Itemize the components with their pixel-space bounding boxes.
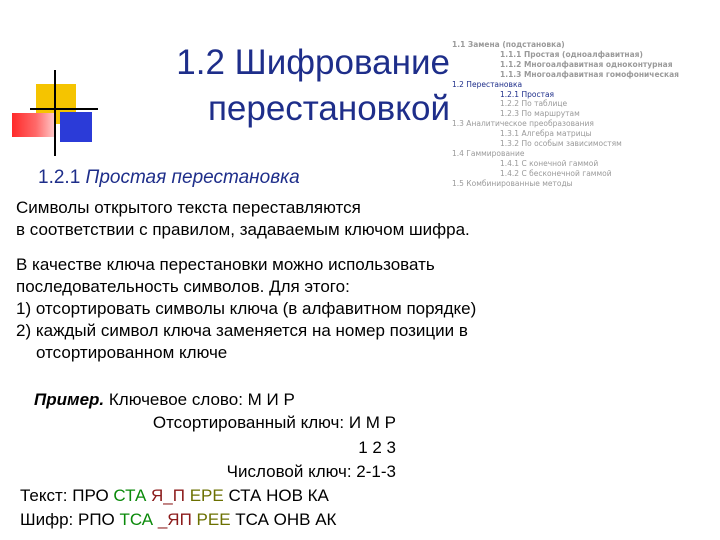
plaintext-blocks <box>72 486 329 505</box>
table-of-contents <box>452 40 714 189</box>
paragraph-line: в соответствии с правилом, задаваемым ключом шифра. <box>16 220 470 239</box>
text-block: ОНВ <box>268 510 311 529</box>
logo-red-bar <box>12 113 56 137</box>
text-block: РПО <box>77 510 115 529</box>
title-line-1: 1.2 Шифрование <box>176 43 450 82</box>
logo-vertical-line <box>54 70 56 156</box>
example-sorted-key: Отсортированный ключ: И М Р <box>152 413 396 432</box>
example-numeric-key: Числовой ключ: 2-1-3 <box>226 462 396 481</box>
paragraph-line: последовательность символов. Для этого: <box>16 277 350 296</box>
toc-item: 1.1.3 Многоалфавитная гомофоническая <box>500 69 679 79</box>
toc-item: 1.3 Аналитическое преобразования <box>452 119 594 129</box>
toc-item: 1.2.3 По маршрутам <box>500 109 580 119</box>
title-line-2: перестановкой <box>207 89 450 128</box>
toc-item: 1.1.1 Простая (одноалфавитная) <box>500 49 643 59</box>
subtitle-text: Простая перестановка <box>85 167 300 188</box>
toc-item: 1.3.1 Алгебра матрицы <box>500 129 592 139</box>
toc-item: 1.4.2 С бесконечной гаммой <box>500 168 612 178</box>
text-block: ЕРЕ <box>184 486 224 505</box>
decorative-logo <box>0 0 100 160</box>
text-block: ТСА <box>114 510 154 529</box>
cipher-blocks <box>78 510 336 529</box>
toc-item: 1.3.2 По особым зависимостям <box>500 139 622 149</box>
toc-item: 1.2 Перестановка <box>452 79 523 89</box>
slide-title <box>90 40 450 132</box>
toc-item: 1.5 Комбинированные методы <box>452 178 573 188</box>
paragraph-definition <box>16 197 470 241</box>
toc-item: 1.2.2 По таблице <box>500 99 568 109</box>
paragraph-key-steps <box>16 254 476 364</box>
example-keyword-text: Ключевое слово: М И Р <box>108 390 295 409</box>
text-block: НОВ <box>261 486 303 505</box>
plaintext-label: Текст: <box>20 486 68 505</box>
text-block: СТА <box>223 486 262 505</box>
step-2-continued: отсортированном ключе <box>36 343 228 362</box>
toc-item: 1.4.1 С конечной гаммой <box>500 158 599 168</box>
step-2: 2) каждый символ ключа заменяется на номер позиции в <box>16 321 468 340</box>
example-ciphertext <box>20 508 336 531</box>
text-block: _ЯП <box>153 510 192 529</box>
text-block: РЕЕ <box>191 510 231 529</box>
logo-blue-square <box>60 112 92 142</box>
toc-item: 1.1 Замена (подстановка) <box>452 40 565 49</box>
subtitle-number: 1.2.1 <box>38 167 81 188</box>
example-positions: 1 2 3 <box>358 438 396 457</box>
example-label: Пример. <box>34 390 105 409</box>
text-block: ПРО <box>72 486 109 505</box>
step-1: 1) отсортировать символы ключа (в алфавитном порядке) <box>16 299 477 318</box>
toc-item: 1.2.1 Простая <box>500 89 555 99</box>
text-block: КА <box>302 486 329 505</box>
text-block: СТА <box>108 486 147 505</box>
example-keyword <box>34 388 295 411</box>
text-block: ТСА <box>230 510 269 529</box>
cipher-label: Шифр: <box>20 510 74 529</box>
paragraph-line: В качестве ключа перестановки можно использовать <box>16 255 435 274</box>
text-block: АК <box>310 510 337 529</box>
example-plaintext <box>20 484 329 507</box>
logo-horizontal-line <box>30 108 98 110</box>
toc-item: 1.4 Гаммирование <box>452 148 525 158</box>
text-block: Я_П <box>146 486 185 505</box>
section-subtitle <box>38 167 300 189</box>
paragraph-line: Символы открытого текста переставляются <box>16 198 361 217</box>
toc-item: 1.1.2 Многоалфавитная одноконтурная <box>500 59 673 69</box>
